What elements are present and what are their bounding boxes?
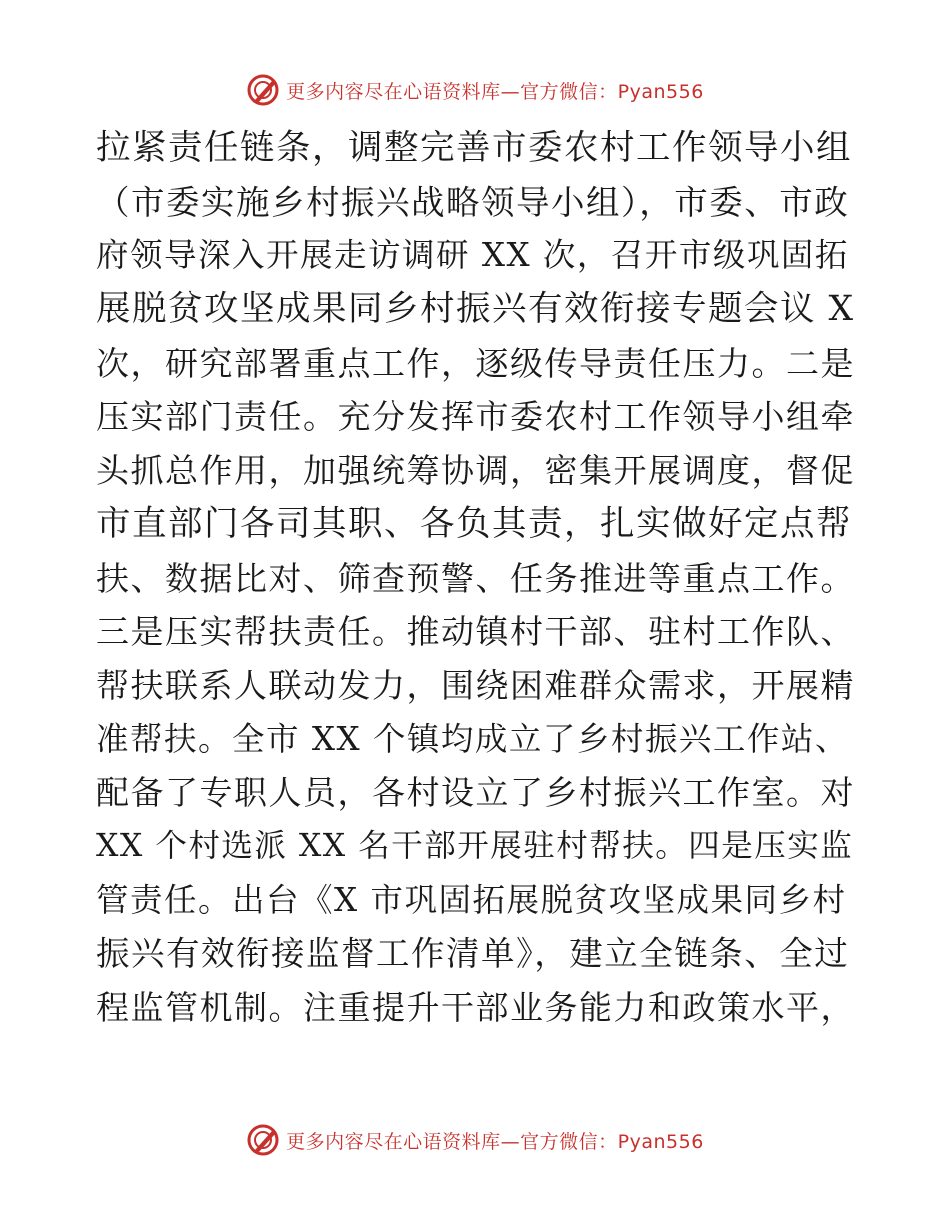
text-line: 三是压实帮扶责任。推动镇村干部、驻村工作队、: [96, 612, 855, 652]
text-line: 程监管机制。注重提升干部业务能力和政策水平，: [96, 988, 855, 1027]
watermark-text: 更多内容尽在心语资料库—官方微信：Pyan556: [286, 80, 704, 103]
text-line: 准帮扶。全市 XX 个镇均成立了乡村振兴工作站、: [96, 719, 849, 758]
text-line: 扶、数据比对、筛查预警、任务推进等重点工作。: [96, 558, 855, 598]
text-line: 振兴有效衔接监督工作清单》，建立全链条、全过: [96, 934, 850, 974]
text-line: 配备了专职人员，各村设立了乡村振兴工作室。对: [96, 773, 855, 813]
watermark-text: 更多内容尽在心语资料库—官方微信：Pyan556: [286, 1130, 704, 1153]
text-line: 帮扶联系人联动发力，围绕困难群众需求，开展精: [96, 665, 855, 705]
text-line: 拉紧责任链条，调整完善市委农村工作领导小组: [96, 128, 852, 168]
pen-logo-icon: [246, 73, 280, 107]
text-line: 市直部门各司其职、各负其责，扎实做好定点帮: [96, 503, 852, 544]
header-watermark: [0, 70, 950, 110]
text-line: 管责任。出台《X 市巩固拓展脱贫攻坚成果同乡村: [96, 880, 847, 919]
document-body: [96, 122, 856, 1035]
text-line: 次，研究部署重点工作，逐级传导责任压力。二是: [96, 343, 855, 383]
text-line: 压实部门责任。充分发挥市委农村工作领导小组牵: [96, 397, 855, 437]
text-line: （市委实施乡村振兴战略领导小组），市委、市政: [96, 182, 850, 222]
text-line: XX 个村选派 XX 名干部开展驻村帮扶。四是压实监: [96, 827, 854, 864]
pen-logo-icon: [246, 1123, 280, 1157]
footer-watermark: [0, 1120, 950, 1160]
text-line: 府领导深入开展走访调研 XX 次，召开市级巩固拓: [96, 236, 849, 275]
text-line: 头抓总作用，加强统筹协调，密集开展调度，督促: [96, 451, 855, 491]
text-line: 展脱贫攻坚成果同乡村振兴有效衔接专题会议 X: [96, 289, 855, 330]
